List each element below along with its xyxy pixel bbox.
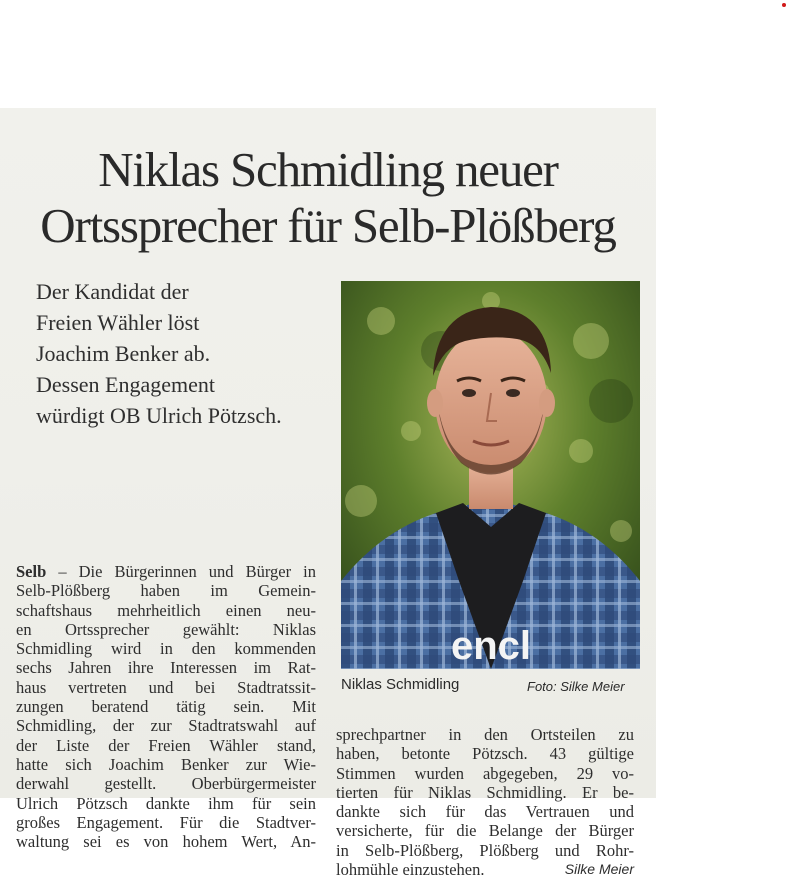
body-line: zungen beratend tätig sein. Mit	[16, 697, 316, 717]
lead-line: Dessen Engagement	[36, 372, 215, 397]
headline-line-1: Niklas Schmidling neuer	[98, 142, 558, 197]
portrait-photo	[341, 281, 640, 669]
body-line: hatte sich Joachim Benker zur Wie-	[16, 754, 316, 774]
body-line: großes Engagement. Für die Stadtver-	[16, 812, 316, 832]
body-line-text: Die Bürgerinnen und Bürger in	[78, 562, 316, 581]
lead-line: Der Kandidat der	[36, 279, 189, 304]
body-line: haben, betonte Pötzsch. 43 gültige	[336, 744, 634, 764]
body-line: sechs Jahren ihre Interessen im Rat-	[16, 658, 316, 678]
newspaper-clipping	[0, 108, 656, 879]
body-line: Stimmen wurden abgegeben, 29 vo-	[336, 763, 634, 783]
body-line: haus vertreten und bei Stadtratssit-	[16, 677, 316, 697]
author-byline: Silke Meier	[564, 861, 634, 878]
body-line	[336, 860, 634, 879]
body-line: sprechpartner in den Ortsteilen zu	[336, 725, 634, 744]
body-column-left	[16, 562, 316, 851]
headline-line-2: Ortssprecher für Selb-Plößberg	[40, 198, 616, 253]
dateline: Selb	[16, 562, 47, 581]
lead-line: Freien Wähler löst	[36, 310, 200, 335]
body-line: schaftshaus mehrheitlich einen neu-	[16, 600, 316, 620]
body-line: Schmidling wird in den kommenden	[16, 639, 316, 659]
red-marker-dot	[782, 3, 786, 7]
body-line: waltung sei es von hohem Wert, An-	[16, 832, 316, 852]
photo-caption-name: Niklas Schmidling	[341, 676, 460, 693]
portrait-photo-graphic	[341, 281, 640, 669]
body-line: derwahl gestellt. Oberbürgermeister	[16, 774, 316, 794]
dateline-separator: –	[46, 562, 79, 581]
body-line: dankte sich für das Vertrauen und	[336, 802, 634, 822]
body-line: Schmidling, der zur Stadtratswahl auf	[16, 716, 316, 736]
body-line: Ulrich Pötzsch dankte ihm für sein	[16, 793, 316, 813]
body-line: tierten für Niklas Schmidling. Er be-	[336, 782, 634, 802]
body-line: der Liste der Freien Wähler stand,	[16, 735, 316, 755]
body-line: Selb-Plößberg haben im Gemein-	[16, 581, 316, 601]
shirt-print-text: encl	[450, 624, 532, 668]
body-line-text: lohmühle einzustehen.	[336, 860, 485, 879]
body-column-right	[336, 725, 634, 879]
body-line: in Selb-Plößberg, Plößberg und Rohr-	[336, 840, 634, 860]
lead-line: würdigt OB Ulrich Pötzsch.	[36, 403, 282, 428]
photo-credit: Foto: Silke Meier	[527, 679, 625, 694]
lead-paragraph	[36, 276, 336, 431]
body-line: en Ortssprecher gewählt: Niklas	[16, 619, 316, 639]
body-line: versicherte, für die Belange der Bürger	[336, 821, 634, 841]
body-line	[16, 562, 316, 581]
lead-line: Joachim Benker ab.	[36, 341, 211, 366]
